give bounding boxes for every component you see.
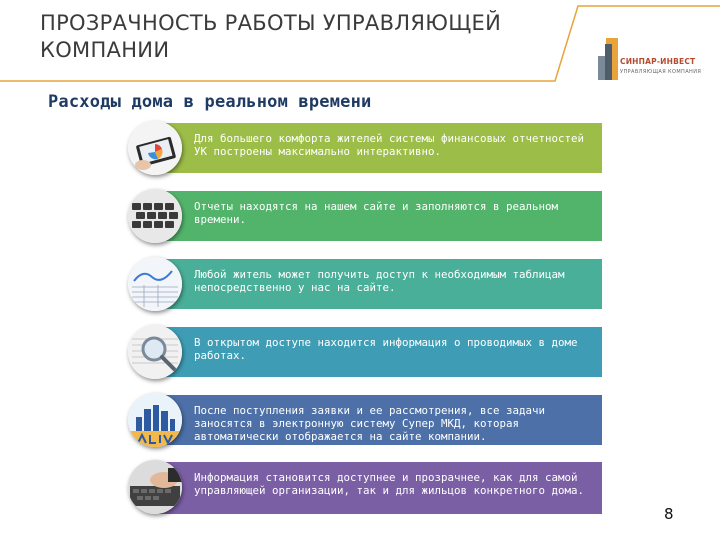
super-mkd-logo-icon — [128, 393, 182, 447]
page-title — [40, 10, 580, 64]
page-title-line-2: КОМПАНИИ — [40, 38, 170, 62]
info-item-4-text: В открытом доступе находится информация о проводимых в доме работах. — [180, 327, 602, 377]
info-item-6 — [128, 462, 602, 514]
logo-company-name: СИНПАР-ИНВЕСТ — [620, 57, 696, 66]
info-item-3 — [128, 259, 602, 309]
tablet-chart-icon — [128, 121, 182, 175]
info-item-5-text: После поступления заявки и ее рассмотрения, все задачи заносятся в электронную систему Супер МКД, которая автоматически отображается на сайте компании. — [180, 395, 602, 445]
spreadsheet-icon — [128, 257, 182, 311]
hand-keyboard-icon — [128, 460, 182, 514]
keyboard-icon — [128, 189, 182, 243]
section-subtitle: Расходы дома в реальном времени — [48, 92, 372, 112]
logo-tagline: УПРАВЛЯЮЩАЯ КОМПАНИЯ — [620, 69, 702, 75]
info-item-1 — [128, 123, 602, 173]
info-item-3-text: Любой житель может получить доступ к необходимым таблицам непосредственно у нас на сайте. — [180, 259, 602, 309]
page-number: 8 — [664, 505, 674, 523]
info-item-2-text: Отчеты находятся на нашем сайте и заполняются в реальном времени. — [180, 191, 602, 241]
info-item-6-text: Информация становится доступнее и прозрачнее, как для самой управляющей организации, так и для жильцов конкретного дома. — [180, 462, 602, 514]
info-item-4 — [128, 327, 602, 377]
page-title-line-1: ПРОЗРАЧНОСТЬ РАБОТЫ УПРАВЛЯЮЩЕЙ — [40, 11, 502, 35]
info-item-1-text: Для большего комфорта жителей системы финансовых отчетностей УК построены максимально интерактивно. — [180, 123, 602, 173]
info-item-2 — [128, 191, 602, 241]
magnifier-icon — [128, 325, 182, 379]
info-item-5 — [128, 395, 602, 445]
